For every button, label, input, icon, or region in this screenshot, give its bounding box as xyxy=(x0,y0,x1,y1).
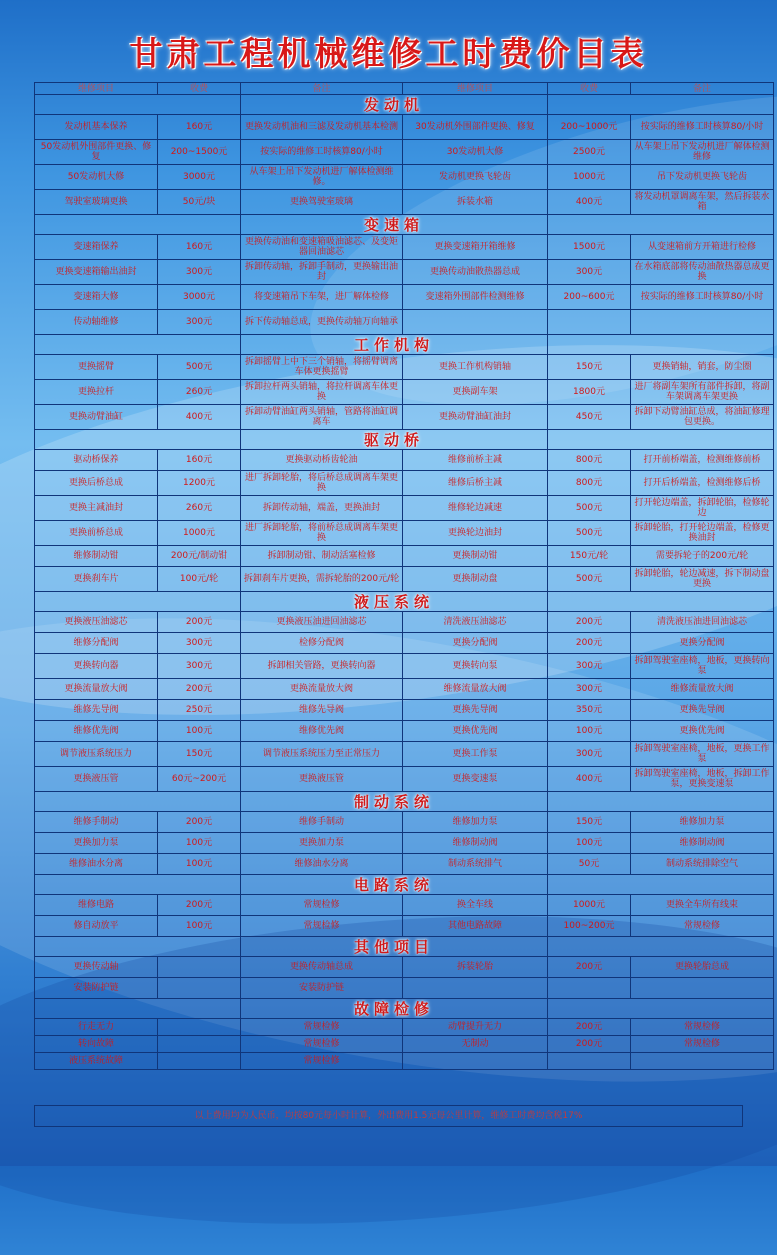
cell-repair-item: 更换转向器 xyxy=(35,654,158,679)
cell-fee: 200元 xyxy=(158,679,241,700)
table-row xyxy=(35,854,774,875)
section-blank xyxy=(548,937,774,957)
table-row xyxy=(35,496,774,521)
cell-fee-2: 1000元 xyxy=(548,165,631,190)
cell-fee-2: 200元 xyxy=(548,612,631,633)
cell-remark: 拆卸制动钳、制动活塞检修 xyxy=(241,546,403,567)
cell-remark: 常规检修 xyxy=(241,895,403,916)
cell-remark: 拆卸相关管路，更换转向器 xyxy=(241,654,403,679)
cell-repair-item-2: 其他电路故障 xyxy=(403,916,548,937)
cell-remark-2: 从车架上吊下发动机进厂解体检测维修 xyxy=(631,140,774,165)
table-row xyxy=(35,285,774,310)
table-row xyxy=(35,700,774,721)
cell-remark-2: 常规检修 xyxy=(631,916,774,937)
column-header-fee: 收费 xyxy=(158,83,241,95)
cell-repair-item: 更换传动轴 xyxy=(35,957,158,978)
cell-remark-2: 维修流量放大阀 xyxy=(631,679,774,700)
cell-repair-item-2: 更换工作泵 xyxy=(403,742,548,767)
cell-repair-item-2: 更换变速箱开箱维修 xyxy=(403,235,548,260)
cell-fee: 200~1500元 xyxy=(158,140,241,165)
cell-repair-item-2: 更换轮边油封 xyxy=(403,521,548,546)
cell-repair-item-2: 更换工作机构销轴 xyxy=(403,355,548,380)
cell-remark-2: 常规检修 xyxy=(631,1019,774,1036)
cell-fee-2: 300元 xyxy=(548,260,631,285)
cell-remark: 更换液压油进回油滤芯 xyxy=(241,612,403,633)
cell-fee-2: 200~600元 xyxy=(548,285,631,310)
section-blank xyxy=(35,937,241,957)
cell-repair-item-2: 更换变速泵 xyxy=(403,767,548,792)
cell-repair-item-2: 更换优先阀 xyxy=(403,721,548,742)
cell-remark: 维修手制动 xyxy=(241,812,403,833)
table-row xyxy=(35,916,774,937)
cell-remark-2: 拆卸轮胎，打开轮边端盖，检修更换油封 xyxy=(631,521,774,546)
cell-repair-item-2: 更换动臂油缸油封 xyxy=(403,405,548,430)
cell-fee: 300元 xyxy=(158,310,241,335)
cell-repair-item-2: 维修后桥主减 xyxy=(403,471,548,496)
cell-remark: 更换传动轴总成 xyxy=(241,957,403,978)
cell-remark: 拆卸摇臂上中下三个销轴，将摇臂调离车体更换摇臂 xyxy=(241,355,403,380)
cell-fee xyxy=(158,1053,241,1070)
cell-remark-2: 将发动机罩调离车架，然后拆装水箱 xyxy=(631,190,774,215)
cell-repair-item-2: 30发动机外围部件更换、修复 xyxy=(403,115,548,140)
cell-repair-item: 维修电路 xyxy=(35,895,158,916)
cell-repair-item: 更换前桥总成 xyxy=(35,521,158,546)
column-header-remark-2: 备注 xyxy=(631,83,774,95)
cell-fee: 160元 xyxy=(158,115,241,140)
section-blank xyxy=(35,592,241,612)
cell-repair-item: 传动轴维修 xyxy=(35,310,158,335)
cell-fee: 1000元 xyxy=(158,521,241,546)
cell-repair-item: 发动机基本保养 xyxy=(35,115,158,140)
cell-repair-item-2 xyxy=(403,1053,548,1070)
table-row xyxy=(35,355,774,380)
section-blank xyxy=(35,215,241,235)
cell-fee-2: 200元 xyxy=(548,1019,631,1036)
section-blank xyxy=(548,95,774,115)
cell-fee-2: 200~1000元 xyxy=(548,115,631,140)
section-blank xyxy=(548,875,774,895)
cell-fee-2: 300元 xyxy=(548,742,631,767)
cell-fee-2: 450元 xyxy=(548,405,631,430)
section-blank xyxy=(548,430,774,450)
table-header-row xyxy=(35,83,774,95)
cell-fee: 50元/块 xyxy=(158,190,241,215)
cell-fee-2: 300元 xyxy=(548,679,631,700)
section-header-row xyxy=(35,999,774,1019)
cell-repair-item: 液压系统故障 xyxy=(35,1053,158,1070)
cell-repair-item-2: 更换传动油散热器总成 xyxy=(403,260,548,285)
cell-remark-2: 更换分配阀 xyxy=(631,633,774,654)
cell-repair-item: 驾驶室玻璃更换 xyxy=(35,190,158,215)
cell-remark: 将变速箱吊下车架，进厂解体检修 xyxy=(241,285,403,310)
cell-repair-item: 维修先导阀 xyxy=(35,700,158,721)
cell-repair-item-2: 30发动机大修 xyxy=(403,140,548,165)
section-blank xyxy=(548,592,774,612)
cell-repair-item-2 xyxy=(403,978,548,999)
cell-repair-item-2: 发动机更换飞轮齿 xyxy=(403,165,548,190)
table-row xyxy=(35,679,774,700)
cell-remark: 从车架上吊下发动机进厂解体检测维修。 xyxy=(241,165,403,190)
cell-repair-item: 50发动机大修 xyxy=(35,165,158,190)
column-header-fee-2: 收费 xyxy=(548,83,631,95)
cell-fee: 100元 xyxy=(158,833,241,854)
cell-fee-2: 1500元 xyxy=(548,235,631,260)
section-header-row xyxy=(35,592,774,612)
cell-remark-2: 进厂将副车架所有部件拆卸，将副车架调离车架更换 xyxy=(631,380,774,405)
cell-fee-2: 100元 xyxy=(548,721,631,742)
cell-fee-2: 1800元 xyxy=(548,380,631,405)
cell-fee: 300元 xyxy=(158,633,241,654)
table-row xyxy=(35,235,774,260)
table-row xyxy=(35,957,774,978)
cell-remark-2: 从变速箱前方开箱进行检修 xyxy=(631,235,774,260)
cell-repair-item: 维修分配阀 xyxy=(35,633,158,654)
cell-repair-item-2: 变速箱外围部件检测维修 xyxy=(403,285,548,310)
cell-fee-2: 350元 xyxy=(548,700,631,721)
cell-fee-2: 150元 xyxy=(548,812,631,833)
cell-remark: 更换发动机油和三滤及发动机基本检测 xyxy=(241,115,403,140)
cell-repair-item: 更换主减油封 xyxy=(35,496,158,521)
section-title: 液压系统 xyxy=(241,592,548,612)
cell-remark: 维修油水分离 xyxy=(241,854,403,875)
cell-repair-item-2: 维修制动阀 xyxy=(403,833,548,854)
cell-remark: 更换驾驶室玻璃 xyxy=(241,190,403,215)
cell-fee: 250元 xyxy=(158,700,241,721)
cell-repair-item: 维修优先阀 xyxy=(35,721,158,742)
cell-remark: 维修优先阀 xyxy=(241,721,403,742)
cell-repair-item: 驱动桥保养 xyxy=(35,450,158,471)
cell-fee-2: 400元 xyxy=(548,190,631,215)
section-header-row xyxy=(35,875,774,895)
section-header-row xyxy=(35,430,774,450)
cell-repair-item: 50发动机外围部件更换、修复 xyxy=(35,140,158,165)
cell-remark: 拆卸拉杆两头销轴，将拉杆调离车体更换 xyxy=(241,380,403,405)
cell-remark-2: 打开后桥端盖，检测维修后桥 xyxy=(631,471,774,496)
cell-remark-2: 拆卸轮胎，轮边减速，拆下制动盘更换 xyxy=(631,567,774,592)
cell-fee-2: 200元 xyxy=(548,957,631,978)
cell-remark-2: 拆卸驾驶室座椅，地板，更换工作泵 xyxy=(631,742,774,767)
cell-remark-2: 更换全车所有线束 xyxy=(631,895,774,916)
cell-fee xyxy=(158,957,241,978)
cell-repair-item-2 xyxy=(403,310,548,335)
page-title: 甘肃工程机械维修工时费价目表 xyxy=(129,34,648,73)
table-row xyxy=(35,633,774,654)
section-title: 其他项目 xyxy=(241,937,548,957)
cell-fee: 100元 xyxy=(158,721,241,742)
cell-fee: 200元 xyxy=(158,812,241,833)
cell-repair-item: 维修制动钳 xyxy=(35,546,158,567)
section-header-row xyxy=(35,937,774,957)
section-blank xyxy=(35,430,241,450)
cell-fee-2 xyxy=(548,978,631,999)
cell-remark: 更换流量放大阀 xyxy=(241,679,403,700)
cell-remark-2 xyxy=(631,1053,774,1070)
cell-fee: 500元 xyxy=(158,355,241,380)
cell-fee-2: 200元 xyxy=(548,633,631,654)
cell-remark: 安装防护链 xyxy=(241,978,403,999)
cell-remark-2: 更换先导阀 xyxy=(631,700,774,721)
cell-fee-2: 1000元 xyxy=(548,895,631,916)
cell-remark: 拆卸传动轴，端盖，更换油封 xyxy=(241,496,403,521)
cell-remark: 更换传动油和变速箱吸油滤芯、及变矩器回油滤芯 xyxy=(241,235,403,260)
cell-repair-item: 更换变速箱输出油封 xyxy=(35,260,158,285)
cell-remark: 更换液压管 xyxy=(241,767,403,792)
cell-remark-2 xyxy=(631,310,774,335)
cell-repair-item-2: 更换转向泵 xyxy=(403,654,548,679)
cell-remark-2: 更换优先阀 xyxy=(631,721,774,742)
cell-repair-item-2: 换全车线 xyxy=(403,895,548,916)
cell-fee: 100元 xyxy=(158,916,241,937)
table-row xyxy=(35,260,774,285)
section-title: 工作机构 xyxy=(241,335,548,355)
section-blank xyxy=(35,95,241,115)
cell-fee-2: 150元 xyxy=(548,355,631,380)
cell-fee: 160元 xyxy=(158,450,241,471)
cell-remark: 常规检修 xyxy=(241,1053,403,1070)
table-row xyxy=(35,833,774,854)
table-row xyxy=(35,767,774,792)
cell-remark-2: 清洗液压油进回油滤芯 xyxy=(631,612,774,633)
cell-remark: 拆卸动臂油缸两头销轴，管路将油缸调离车 xyxy=(241,405,403,430)
column-header-remark: 备注 xyxy=(241,83,403,95)
cell-repair-item: 变速箱保养 xyxy=(35,235,158,260)
cell-repair-item-2: 维修前桥主减 xyxy=(403,450,548,471)
cell-repair-item: 转向故障 xyxy=(35,1036,158,1053)
section-header-row xyxy=(35,215,774,235)
cell-remark: 进厂拆卸轮胎，将后桥总成调离车架更换 xyxy=(241,471,403,496)
cell-remark: 常规检修 xyxy=(241,1036,403,1053)
cell-remark-2: 在水箱底部将传动油散热器总成更换 xyxy=(631,260,774,285)
column-header-repair-item-2: 维修项目 xyxy=(403,83,548,95)
cell-remark: 按实际的维修工时核算80/小时 xyxy=(241,140,403,165)
cell-repair-item-2: 维修流量放大阀 xyxy=(403,679,548,700)
section-blank xyxy=(35,792,241,812)
table-row xyxy=(35,1053,774,1070)
cell-remark-2: 维修加力泵 xyxy=(631,812,774,833)
table-row xyxy=(35,654,774,679)
cell-repair-item: 安装防护链 xyxy=(35,978,158,999)
cell-fee: 200元 xyxy=(158,895,241,916)
cell-fee-2: 500元 xyxy=(548,496,631,521)
cell-repair-item-2: 更换先导阀 xyxy=(403,700,548,721)
cell-remark-2: 更换销轴，销套，防尘圈 xyxy=(631,355,774,380)
cell-remark-2: 维修制动阀 xyxy=(631,833,774,854)
section-blank xyxy=(35,335,241,355)
cell-fee: 260元 xyxy=(158,380,241,405)
cell-repair-item-2: 制动系统排气 xyxy=(403,854,548,875)
cell-remark-2: 拆卸下动臂油缸总成，将油缸修理包更换。 xyxy=(631,405,774,430)
cell-repair-item: 更换摇臂 xyxy=(35,355,158,380)
footer-note: 以上费用均为人民币，均按80元每小时计算，外出费用1.5元每公里计算，维修工时费均含税17% xyxy=(34,1105,743,1127)
table-row xyxy=(35,567,774,592)
cell-fee: 200元 xyxy=(158,612,241,633)
cell-repair-item-2: 更换制动盘 xyxy=(403,567,548,592)
cell-fee-2: 150元/轮 xyxy=(548,546,631,567)
cell-remark: 维修先导阀 xyxy=(241,700,403,721)
cell-fee: 100元/轮 xyxy=(158,567,241,592)
cell-repair-item: 更换刹车片 xyxy=(35,567,158,592)
cell-remark: 更换加力泵 xyxy=(241,833,403,854)
cell-remark-2: 拆卸驾驶室座椅，地板，更换转向泵 xyxy=(631,654,774,679)
cell-remark-2: 按实际的维修工时核算80/小时 xyxy=(631,115,774,140)
cell-fee xyxy=(158,1036,241,1053)
cell-remark-2 xyxy=(631,978,774,999)
cell-fee: 60元~200元 xyxy=(158,767,241,792)
cell-remark: 拆卸传动轴，拆卸手制动，更换输出油封 xyxy=(241,260,403,285)
cell-fee-2: 400元 xyxy=(548,767,631,792)
cell-fee-2: 800元 xyxy=(548,450,631,471)
column-header-repair-item: 维修项目 xyxy=(35,83,158,95)
cell-fee: 160元 xyxy=(158,235,241,260)
cell-repair-item: 维修手制动 xyxy=(35,812,158,833)
cell-fee-2: 50元 xyxy=(548,854,631,875)
cell-fee: 1200元 xyxy=(158,471,241,496)
table-row xyxy=(35,1019,774,1036)
cell-repair-item: 更换动臂油缸 xyxy=(35,405,158,430)
cell-fee-2: 500元 xyxy=(548,567,631,592)
section-blank xyxy=(548,792,774,812)
cell-remark: 常规检修 xyxy=(241,1019,403,1036)
table-row xyxy=(35,895,774,916)
cell-remark-2: 拆卸驾驶室座椅，地板，拆卸工作泵，更换变速泵 xyxy=(631,767,774,792)
cell-fee: 100元 xyxy=(158,854,241,875)
cell-remark-2: 吊下发动机更换飞轮齿 xyxy=(631,165,774,190)
section-blank xyxy=(35,875,241,895)
cell-repair-item-2: 更换制动钳 xyxy=(403,546,548,567)
section-blank xyxy=(35,999,241,1019)
cell-fee: 200元/制动钳 xyxy=(158,546,241,567)
cell-remark-2: 常规检修 xyxy=(631,1036,774,1053)
cell-repair-item-2: 清洗液压油滤芯 xyxy=(403,612,548,633)
section-header-row xyxy=(35,792,774,812)
section-title: 制动系统 xyxy=(241,792,548,812)
cell-remark-2: 更换轮胎总成 xyxy=(631,957,774,978)
cell-repair-item-2: 动臂提升无力 xyxy=(403,1019,548,1036)
table-row xyxy=(35,742,774,767)
cell-fee: 3000元 xyxy=(158,165,241,190)
cell-remark: 调节液压系统压力至正常压力 xyxy=(241,742,403,767)
cell-fee-2: 300元 xyxy=(548,654,631,679)
cell-remark-2: 打开轮边端盖，拆卸轮胎，检修轮边 xyxy=(631,496,774,521)
cell-fee-2: 800元 xyxy=(548,471,631,496)
cell-fee-2: 200元 xyxy=(548,1036,631,1053)
cell-repair-item: 更换拉杆 xyxy=(35,380,158,405)
table-row xyxy=(35,721,774,742)
cell-repair-item: 更换流量放大阀 xyxy=(35,679,158,700)
cell-repair-item: 更换液压管 xyxy=(35,767,158,792)
cell-fee: 260元 xyxy=(158,496,241,521)
cell-remark: 更换驱动桥齿轮油 xyxy=(241,450,403,471)
table-row xyxy=(35,140,774,165)
table-row xyxy=(35,546,774,567)
section-title: 驱动桥 xyxy=(241,430,548,450)
table-row xyxy=(35,978,774,999)
cell-repair-item-2: 更换副车架 xyxy=(403,380,548,405)
section-blank xyxy=(548,335,774,355)
section-header-row xyxy=(35,335,774,355)
cell-fee: 400元 xyxy=(158,405,241,430)
cell-repair-item-2: 无制动 xyxy=(403,1036,548,1053)
section-title: 发动机 xyxy=(241,95,548,115)
section-blank xyxy=(548,999,774,1019)
cell-fee-2 xyxy=(548,310,631,335)
cell-fee: 3000元 xyxy=(158,285,241,310)
cell-fee-2: 500元 xyxy=(548,521,631,546)
cell-repair-item-2: 拆装轮胎 xyxy=(403,957,548,978)
cell-fee-2 xyxy=(548,1053,631,1070)
cell-remark-2: 按实际的维修工时核算80/小时 xyxy=(631,285,774,310)
cell-fee-2: 100元 xyxy=(548,833,631,854)
section-title: 电路系统 xyxy=(241,875,548,895)
cell-fee-2: 100~200元 xyxy=(548,916,631,937)
cell-repair-item: 更换加力泵 xyxy=(35,833,158,854)
cell-remark-2: 制动系统排除空气 xyxy=(631,854,774,875)
cell-repair-item: 维修油水分离 xyxy=(35,854,158,875)
table-row xyxy=(35,471,774,496)
cell-repair-item: 行走无力 xyxy=(35,1019,158,1036)
cell-repair-item-2: 维修加力泵 xyxy=(403,812,548,833)
table-row xyxy=(35,405,774,430)
table-row xyxy=(35,612,774,633)
cell-fee: 300元 xyxy=(158,260,241,285)
cell-remark: 进厂拆卸轮胎，将前桥总成调离车架更换 xyxy=(241,521,403,546)
table-row xyxy=(35,380,774,405)
section-blank xyxy=(548,215,774,235)
cell-repair-item: 修自动放平 xyxy=(35,916,158,937)
table-row xyxy=(35,1036,774,1053)
cell-fee: 150元 xyxy=(158,742,241,767)
cell-fee-2: 2500元 xyxy=(548,140,631,165)
cell-remark-2: 需要拆轮子的200元/轮 xyxy=(631,546,774,567)
cell-repair-item-2: 维修轮边减速 xyxy=(403,496,548,521)
table-row xyxy=(35,521,774,546)
section-title: 故障检修 xyxy=(241,999,548,1019)
cell-repair-item-2: 拆装水箱 xyxy=(403,190,548,215)
cell-remark-2: 打开前桥端盖，检测维修前桥 xyxy=(631,450,774,471)
cell-fee: 300元 xyxy=(158,654,241,679)
cell-remark: 常规检修 xyxy=(241,916,403,937)
cell-repair-item: 更换液压油滤芯 xyxy=(35,612,158,633)
cell-repair-item-2: 更换分配阀 xyxy=(403,633,548,654)
table-row xyxy=(35,165,774,190)
section-header-row xyxy=(35,95,774,115)
cell-repair-item: 变速箱大修 xyxy=(35,285,158,310)
cell-fee xyxy=(158,978,241,999)
table-row xyxy=(35,310,774,335)
cell-remark: 拆下传动轴总成，更换传动轴万向轴承 xyxy=(241,310,403,335)
section-title: 变速箱 xyxy=(241,215,548,235)
table-row xyxy=(35,450,774,471)
cell-repair-item: 调节液压系统压力 xyxy=(35,742,158,767)
table-row xyxy=(35,812,774,833)
cell-repair-item: 更换后桥总成 xyxy=(35,471,158,496)
cell-remark: 检修分配阀 xyxy=(241,633,403,654)
price-table xyxy=(34,82,774,1070)
table-row xyxy=(35,115,774,140)
cell-remark: 拆卸刹车片更换，需拆轮胎的200元/轮 xyxy=(241,567,403,592)
cell-fee xyxy=(158,1019,241,1036)
table-row xyxy=(35,190,774,215)
